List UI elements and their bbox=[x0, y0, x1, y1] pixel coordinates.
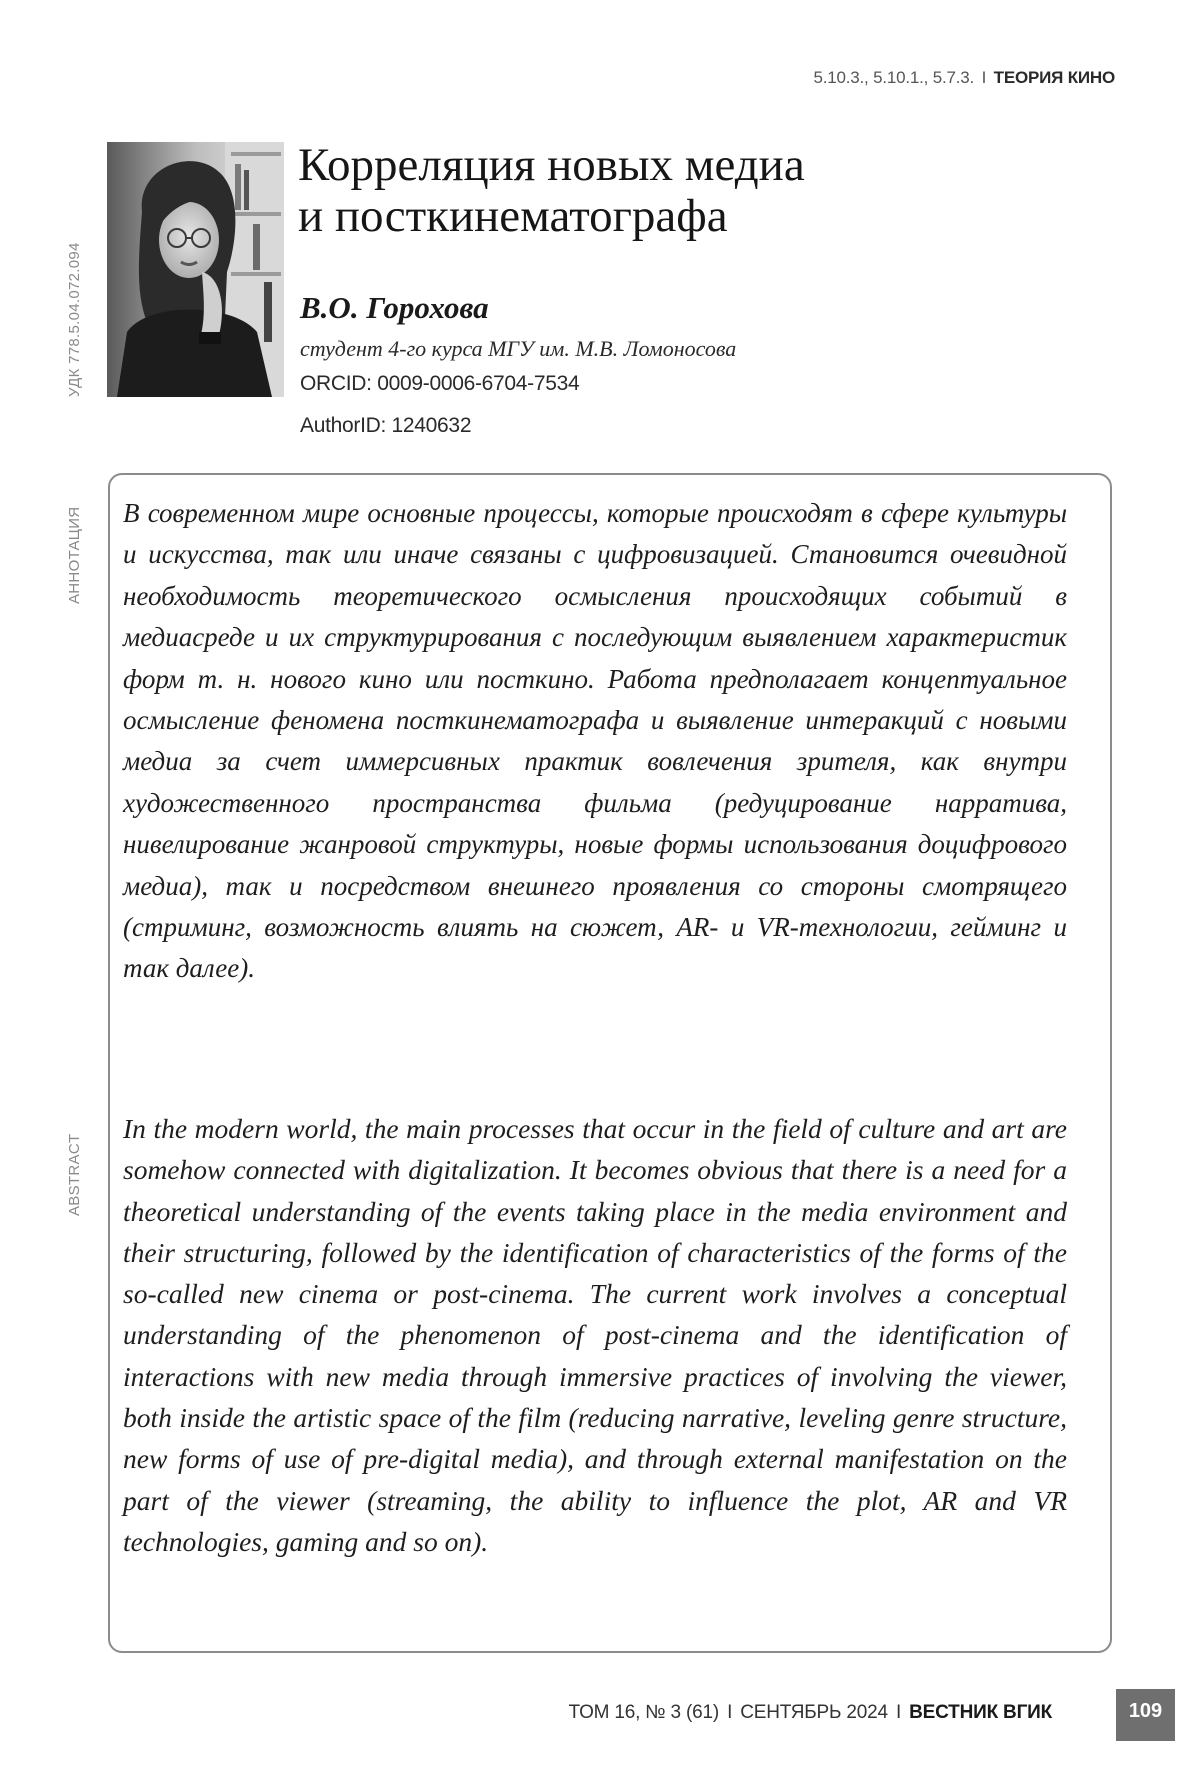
running-footer bbox=[569, 1702, 1052, 1724]
author-orcid: ORCID: 0009-0006-6704-7534 bbox=[300, 372, 580, 395]
annotation-text-ru: В современном мире основные процессы, которые происходят в сфере культуры и искусства, так или иначе связаны с цифровизацией. Становится очевидной необходимость теоретического осмысления происходящих событий в медиасреде и их структурирования с последующим выявлением характеристик форм т. н. нового кино или посткино. Работа предполагает концептуальное осмысление феномена посткинематографа и выявление интеракций с новыми медиа за счет иммерсивных практик вовлечения зрителя, как внутри художественного пространства фильма (редуцирование нарратива, нивелирование жанровой структуры, новые формы использования доцифрового медиа), так и посредством внешнего проявления со стороны смотрящего (стриминг, возможность влиять на сюжет, AR- и VR-технологии, гейминг и так далее). bbox=[123, 498, 1067, 984]
abstract-label: ABSTRACT bbox=[66, 1133, 83, 1216]
section-codes: 5.10.3., 5.10.1., 5.7.3. bbox=[813, 68, 975, 87]
annotation-label: АННОТАЦИЯ bbox=[66, 506, 83, 604]
issue-info: ТОМ 16, № 3 (61) bbox=[568, 1702, 719, 1723]
footer-separator-1: I bbox=[727, 1702, 733, 1723]
footer-separator-2: I bbox=[895, 1702, 902, 1723]
udk-label: УДК 778.5.04.072.094 bbox=[66, 242, 83, 397]
page-number: 109 bbox=[1116, 1689, 1175, 1741]
author-photo bbox=[107, 142, 284, 397]
header-separator: I bbox=[981, 68, 987, 87]
running-header bbox=[813, 68, 1115, 88]
author-position: студент 4-го курса МГУ им. М.В. Ломоносова bbox=[300, 336, 737, 361]
article-title bbox=[298, 140, 1098, 242]
author-name: В.О. Горохова bbox=[300, 290, 489, 325]
journal-name: ВЕСТНИК ВГИК bbox=[909, 1702, 1052, 1723]
issue-date: СЕНТЯБРЬ 2024 bbox=[740, 1702, 888, 1723]
abstract-text-en: In the modern world, the main processes that occur in the field of culture and art are somehow connected with digitalization. It becomes obvious that there is a need for a theoretical understanding of the events taking place in the media environment and their structuring, followed by the identification of characteristics of the forms of the so-called new cinema or post-cinema. The current work involves a conceptual understanding of the phenomenon of post-cinema and the identification of interactions with new media through immersive practices of involving the viewer, both inside the artistic space of the film (reducing narrative, leveling genre structure, new forms of use of pre-digital media), and through external manifestation on the part of the viewer (streaming, the ability to influence the plot, AR and VR technologies, gaming and so on). bbox=[123, 1113, 1067, 1557]
title-line-2: и посткинематографа bbox=[298, 190, 728, 242]
author-id: AuthorID: 1240632 bbox=[300, 414, 472, 437]
title-line-1: Корреляция новых медиа bbox=[298, 139, 805, 191]
section-title: ТЕОРИЯ КИНО bbox=[993, 68, 1115, 87]
